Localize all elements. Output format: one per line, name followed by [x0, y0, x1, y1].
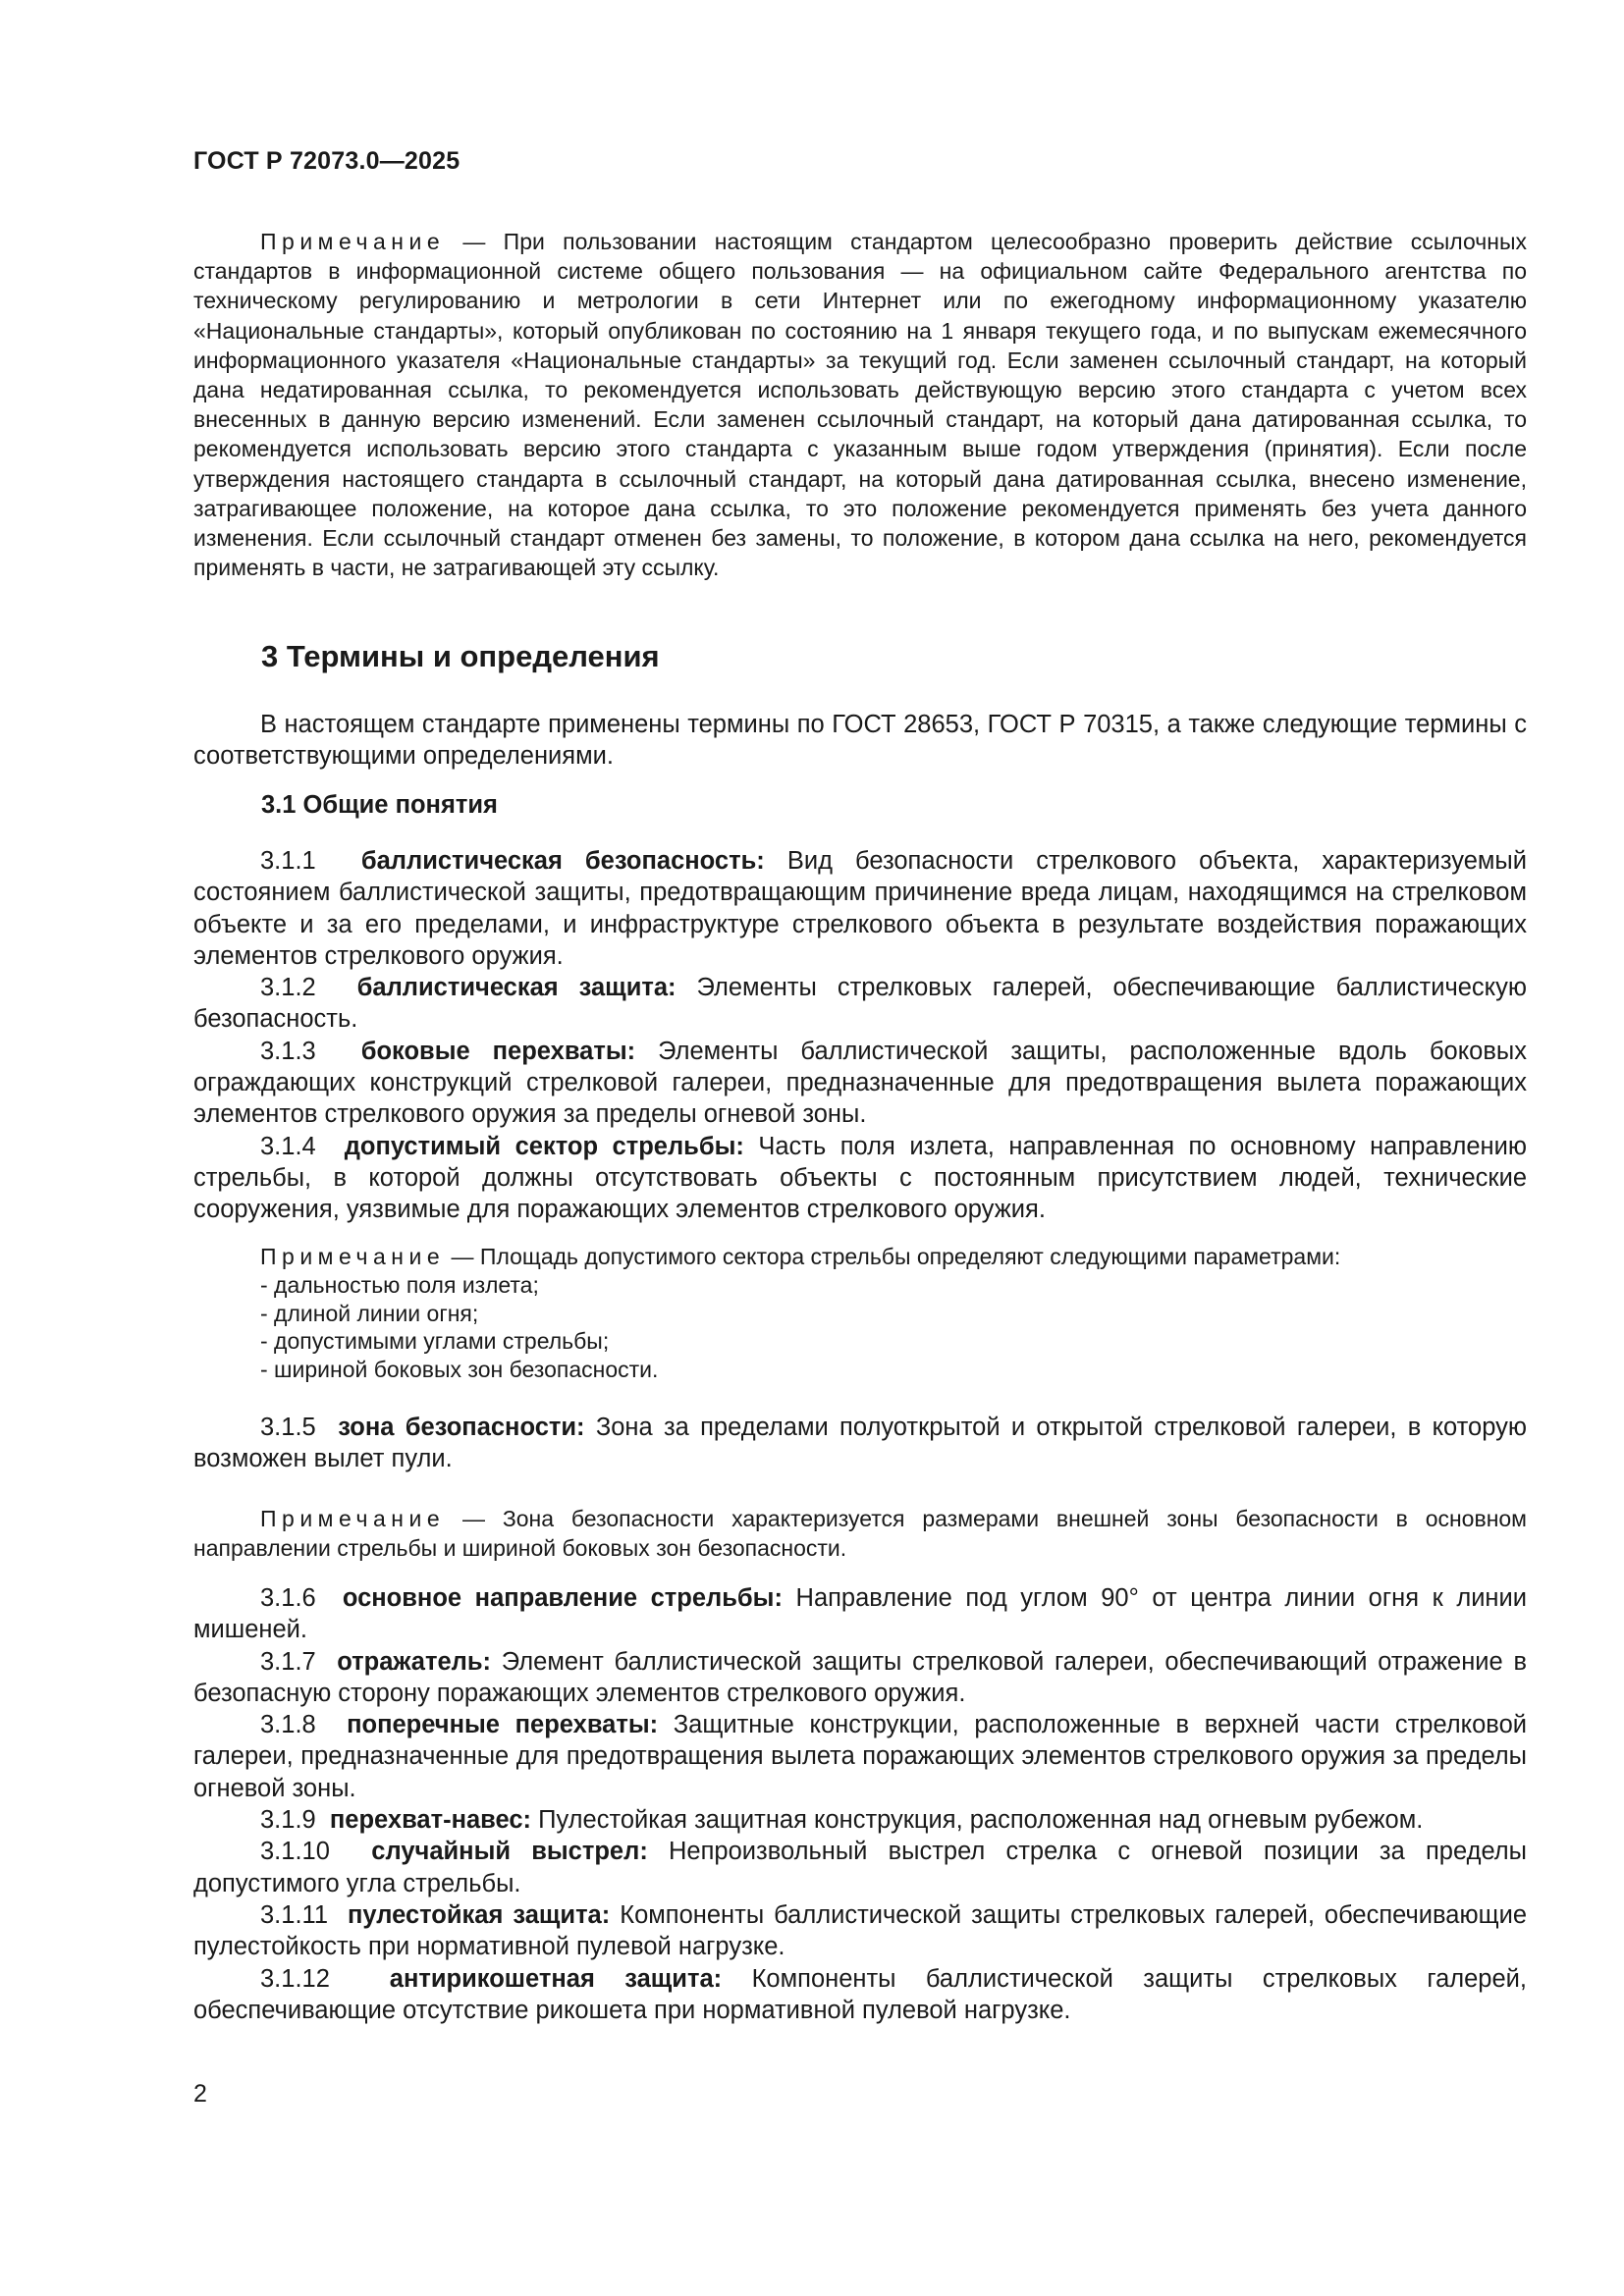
term-entry — [193, 1131, 1527, 1226]
note-315 — [193, 1504, 1527, 1563]
term-name: случайный выстрел: — [371, 1838, 648, 1866]
term-entry — [193, 1036, 1527, 1131]
term-definition: Компоненты баллистической защиты стрелковых галерей, обеспечивающие пулестойкость при нормативной пулевой нагрузке. — [193, 1900, 1527, 1961]
term-number: 3.1.9 — [260, 1806, 316, 1835]
term-definition: Часть поля излета, направленная по основному направлению стрельбы, в которой должны отсутствовать объекты с постоянным присутствием людей, технические сооружения, уязвимые для поражающих элементов стрелкового оружия. — [193, 1132, 1527, 1224]
term-number: 3.1.7 — [260, 1647, 316, 1676]
term-number: 3.1.6 — [260, 1584, 316, 1612]
note-text: — Площадь допустимого сектора стрельбы определяют следующими параметрами: — [445, 1244, 1341, 1269]
term-definition: Вид безопасности стрелкового объекта, характеризуемый состоянием баллистической защиты, предотвращающим причинение вреда лицам, находящимся на стрелковом объекте и за его пределами, и инфраструктуре стрелкового объекта в результате воздействия поражающих элементов стрелкового оружия. — [193, 847, 1528, 970]
list-item: - допустимыми углами стрельбы; — [260, 1328, 610, 1355]
term-definition: Элемент баллистической защиты стрелковой галереи, обеспечивающий отражение в безопасную сторону поражающих элементов стрелкового оружия. — [193, 1647, 1528, 1707]
list-item: - длиной линии огня; — [260, 1300, 479, 1326]
term-definition: Элементы баллистической защиты, расположенные вдоль боковых ограждающих конструкций стрелковой галереи, предназначенные для предотвращения вылета поражающих элементов стрелкового оружия за пределы огневой зоны. — [193, 1037, 1527, 1129]
term-definition: Элементы стрелковых галерей, обеспечивающие баллистическую безопасность. — [193, 974, 1527, 1034]
term-number: 3.1.3 — [260, 1037, 316, 1065]
note-label: Примечание — [260, 1244, 446, 1269]
term-number: 3.1.2 — [260, 974, 316, 1002]
note-314 — [193, 1242, 1527, 1384]
term-entry — [193, 1963, 1527, 2027]
term-number: 3.1.8 — [260, 1711, 316, 1739]
term-name: поперечные перехваты: — [347, 1711, 659, 1739]
doc-header: ГОСТ Р 72073.0—2025 — [193, 147, 460, 175]
subsection-heading: 3.1 Общие понятия — [261, 791, 498, 819]
term-entry — [193, 1804, 1527, 1836]
term-name: зона безопасности: — [338, 1414, 585, 1441]
note-text: — Зона безопасности характеризуется размерами внешней зоны безопасности в основном направлении стрельбы и шириной боковых зон безопасности. — [193, 1506, 1527, 1562]
term-number: 3.1.10 — [260, 1838, 330, 1866]
note-314-list — [260, 1271, 1527, 1383]
term-definition: Компоненты баллистической защиты стрелковых галерей, обеспечивающие отсутствие рикошета при нормативной пулевой нагрузке. — [193, 1964, 1527, 2024]
term-name: допустимый сектор стрельбы: — [344, 1132, 744, 1160]
page-number: 2 — [193, 2080, 207, 2108]
note-text: — При пользовании настоящим стандартом целесообразно проверить действие ссылочных стандартов в информационной системе общего пользования — на официальном сайте Федерального агентства по техническому регулированию и метрологии в сети Интернет или по ежегодному информационному указателю «Национальные стандарты», который опубликован по состоянию на 1 января текущего года, и по выпускам ежемесячного информационного указателя «Национальные стандарты» за текущий год. Если заменен ссылочный стандарт, на который дана недатированная ссылка, то рекомендуется использовать действующую версию этого стандарта с учетом всех внесенных в данную версию изменений. Если заменен ссылочный стандарт, на который дана датированная ссылка, то рекомендуется использовать версию этого стандарта с указанным выше годом утверждения (принятия). Если после утверждения настоящего стандарта в ссылочный стандарт, на который дана датированная ссылка, внесено изменение, затрагивающее положение, на которое дана ссылка, то это положение рекомендуется применять без учета данного изменения. Если ссылочный стандарт отменен без замены, то положение, в котором дана ссылка на него, рекомендуется применять в части, не затрагивающей эту ссылку. — [193, 229, 1527, 581]
list-item: - дальностью поля излета; — [260, 1272, 539, 1299]
term-definition: Направление под углом 90° от центра линии огня к линии мишеней. — [193, 1584, 1528, 1644]
term-name: отражатель: — [337, 1647, 492, 1676]
term-definition: Непроизвольный выстрел стрелка с огневой позиции за пределы допустимого угла стрельбы. — [193, 1838, 1528, 1897]
term-name: баллистическая защита: — [356, 974, 677, 1002]
term-entry — [193, 1709, 1527, 1804]
term-number: 3.1.12 — [260, 1964, 330, 1993]
note-label: Примечание — [260, 229, 446, 254]
reference-note — [193, 227, 1527, 582]
term-entry — [193, 1836, 1527, 1899]
term-entry — [193, 1412, 1527, 1475]
term-definition: Зона за пределами полуоткрытой и открытой стрелковой галереи, в которую возможен вылет пули. — [193, 1414, 1527, 1473]
terms-block-b — [193, 1582, 1527, 2026]
term-number: 3.1.11 — [260, 1900, 329, 1929]
term-number: 3.1.1 — [260, 847, 316, 875]
term-entry — [193, 1582, 1527, 1646]
term-name: основное направление стрельбы: — [342, 1584, 783, 1612]
term-definition: Пулестойкая защитная конструкция, расположенная над огневым рубежом. — [538, 1806, 1424, 1835]
term-name: боковые перехваты: — [360, 1037, 636, 1065]
section-intro: В настоящем стандарте применены термины по ГОСТ 28653, ГОСТ Р 70315, а также следующие термины с соответствующими определениями. — [193, 711, 1527, 771]
term-entry — [193, 1646, 1527, 1710]
term-number: 3.1.5 — [260, 1414, 316, 1441]
note-label: Примечание — [260, 1506, 446, 1531]
term-number: 3.1.4 — [260, 1132, 316, 1160]
term-name: баллистическая безопасность: — [360, 847, 765, 875]
term-name: перехват-навес: — [329, 1806, 532, 1835]
term-definition: Защитные конструкции, расположенные в верхней части стрелковой галереи, предназначенные для предотвращения вылета поражающих элементов стрелкового оружия за пределы огневой зоны. — [193, 1711, 1527, 1802]
term-name: пулестойкая защита: — [348, 1900, 611, 1929]
term-entry — [193, 1899, 1527, 1963]
term-entry — [193, 972, 1527, 1036]
terms-block-a — [193, 845, 1527, 1226]
term-name: антирикошетная защита: — [389, 1964, 723, 1993]
list-item: - шириной боковых зон безопасности. — [260, 1356, 659, 1382]
note-314-head — [193, 1242, 1527, 1271]
term-entry — [193, 845, 1527, 972]
section-title: 3 Термины и определения — [261, 639, 660, 673]
